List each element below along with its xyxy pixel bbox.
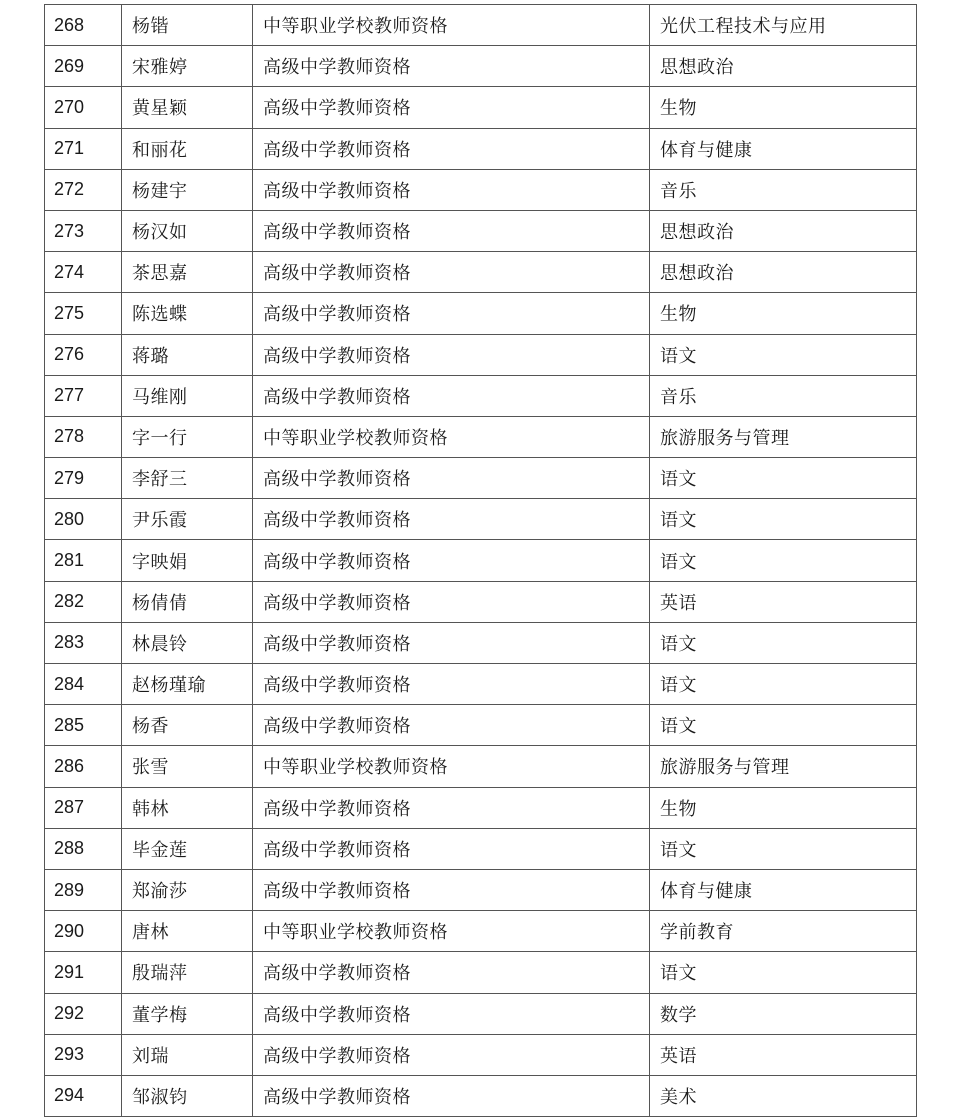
table-row (45, 540, 917, 581)
table-row (45, 375, 917, 416)
teacher-name-cell: 和丽花 (122, 128, 253, 169)
table-row (45, 787, 917, 828)
row-number-cell: 274 (45, 252, 122, 293)
subject-cell: 生物 (650, 293, 917, 334)
roster-table (44, 4, 917, 1117)
table-row (45, 169, 917, 210)
subject-cell: 语文 (650, 664, 917, 705)
qualification-type-cell: 中等职业学校教师资格 (253, 746, 650, 787)
row-number-cell: 283 (45, 622, 122, 663)
qualification-type-cell: 高级中学教师资格 (253, 540, 650, 581)
row-number-cell: 282 (45, 581, 122, 622)
row-number-cell: 273 (45, 210, 122, 251)
subject-cell: 旅游服务与管理 (650, 416, 917, 457)
teacher-name-cell: 李舒三 (122, 458, 253, 499)
table-row (45, 416, 917, 457)
subject-cell: 思想政治 (650, 252, 917, 293)
teacher-name-cell: 董学梅 (122, 993, 253, 1034)
row-number-cell: 271 (45, 128, 122, 169)
row-number-cell: 293 (45, 1034, 122, 1075)
qualification-type-cell: 高级中学教师资格 (253, 664, 650, 705)
teacher-name-cell: 宋雅婷 (122, 46, 253, 87)
teacher-name-cell: 字一行 (122, 416, 253, 457)
subject-cell: 学前教育 (650, 911, 917, 952)
subject-cell: 语文 (650, 499, 917, 540)
qualification-type-cell: 高级中学教师资格 (253, 869, 650, 910)
table-row (45, 828, 917, 869)
table-row (45, 1034, 917, 1075)
row-number-cell: 288 (45, 828, 122, 869)
teacher-name-cell: 林晨铃 (122, 622, 253, 663)
subject-cell: 语文 (650, 705, 917, 746)
table-row (45, 869, 917, 910)
row-number-cell: 269 (45, 46, 122, 87)
teacher-name-cell: 字映娟 (122, 540, 253, 581)
subject-cell: 思想政治 (650, 210, 917, 251)
qualification-type-cell: 高级中学教师资格 (253, 87, 650, 128)
table-row (45, 705, 917, 746)
table-row (45, 664, 917, 705)
subject-cell: 语文 (650, 622, 917, 663)
teacher-name-cell: 郑渝莎 (122, 869, 253, 910)
row-number-cell: 286 (45, 746, 122, 787)
teacher-name-cell: 杨香 (122, 705, 253, 746)
table-row (45, 5, 917, 46)
teacher-name-cell: 张雪 (122, 746, 253, 787)
subject-cell: 语文 (650, 458, 917, 499)
subject-cell: 语文 (650, 828, 917, 869)
table-row (45, 746, 917, 787)
row-number-cell: 277 (45, 375, 122, 416)
table-row (45, 993, 917, 1034)
subject-cell: 语文 (650, 334, 917, 375)
row-number-cell: 294 (45, 1075, 122, 1116)
subject-cell: 美术 (650, 1075, 917, 1116)
table-row (45, 46, 917, 87)
row-number-cell: 285 (45, 705, 122, 746)
table-row (45, 499, 917, 540)
teacher-name-cell: 赵杨瑾瑜 (122, 664, 253, 705)
row-number-cell: 270 (45, 87, 122, 128)
subject-cell: 数学 (650, 993, 917, 1034)
qualification-type-cell: 中等职业学校教师资格 (253, 911, 650, 952)
subject-cell: 体育与健康 (650, 128, 917, 169)
table-row (45, 334, 917, 375)
qualification-type-cell: 高级中学教师资格 (253, 375, 650, 416)
subject-cell: 语文 (650, 540, 917, 581)
qualification-type-cell: 高级中学教师资格 (253, 293, 650, 334)
qualification-type-cell: 高级中学教师资格 (253, 952, 650, 993)
table-row (45, 622, 917, 663)
qualification-type-cell: 高级中学教师资格 (253, 46, 650, 87)
teacher-name-cell: 杨汉如 (122, 210, 253, 251)
qualification-type-cell: 高级中学教师资格 (253, 622, 650, 663)
teacher-name-cell: 唐林 (122, 911, 253, 952)
subject-cell: 音乐 (650, 375, 917, 416)
teacher-name-cell: 杨倩倩 (122, 581, 253, 622)
teacher-name-cell: 杨锴 (122, 5, 253, 46)
roster-table-body (45, 5, 917, 1117)
subject-cell: 英语 (650, 1034, 917, 1075)
row-number-cell: 275 (45, 293, 122, 334)
table-row (45, 1075, 917, 1116)
row-number-cell: 281 (45, 540, 122, 581)
teacher-name-cell: 杨建宇 (122, 169, 253, 210)
table-row (45, 952, 917, 993)
table-row (45, 252, 917, 293)
qualification-type-cell: 高级中学教师资格 (253, 210, 650, 251)
subject-cell: 思想政治 (650, 46, 917, 87)
teacher-name-cell: 马维刚 (122, 375, 253, 416)
qualification-type-cell: 高级中学教师资格 (253, 334, 650, 375)
row-number-cell: 276 (45, 334, 122, 375)
table-row (45, 458, 917, 499)
row-number-cell: 279 (45, 458, 122, 499)
teacher-name-cell: 陈选蝶 (122, 293, 253, 334)
qualification-type-cell: 高级中学教师资格 (253, 787, 650, 828)
teacher-name-cell: 刘瑞 (122, 1034, 253, 1075)
teacher-name-cell: 殷瑞萍 (122, 952, 253, 993)
table-row (45, 911, 917, 952)
qualification-type-cell: 高级中学教师资格 (253, 458, 650, 499)
subject-cell: 体育与健康 (650, 869, 917, 910)
teacher-name-cell: 茶思嘉 (122, 252, 253, 293)
row-number-cell: 280 (45, 499, 122, 540)
qualification-type-cell: 高级中学教师资格 (253, 705, 650, 746)
row-number-cell: 284 (45, 664, 122, 705)
subject-cell: 语文 (650, 952, 917, 993)
qualification-type-cell: 中等职业学校教师资格 (253, 5, 650, 46)
qualification-type-cell: 高级中学教师资格 (253, 169, 650, 210)
table-row (45, 293, 917, 334)
subject-cell: 英语 (650, 581, 917, 622)
teacher-name-cell: 黄星颖 (122, 87, 253, 128)
qualification-type-cell: 高级中学教师资格 (253, 828, 650, 869)
row-number-cell: 278 (45, 416, 122, 457)
qualification-type-cell: 高级中学教师资格 (253, 499, 650, 540)
teacher-name-cell: 蒋璐 (122, 334, 253, 375)
row-number-cell: 287 (45, 787, 122, 828)
row-number-cell: 292 (45, 993, 122, 1034)
row-number-cell: 268 (45, 5, 122, 46)
row-number-cell: 290 (45, 911, 122, 952)
qualification-type-cell: 高级中学教师资格 (253, 993, 650, 1034)
qualification-type-cell: 高级中学教师资格 (253, 581, 650, 622)
qualification-type-cell: 中等职业学校教师资格 (253, 416, 650, 457)
subject-cell: 光伏工程技术与应用 (650, 5, 917, 46)
qualification-type-cell: 高级中学教师资格 (253, 252, 650, 293)
qualification-type-cell: 高级中学教师资格 (253, 128, 650, 169)
teacher-name-cell: 毕金莲 (122, 828, 253, 869)
subject-cell: 生物 (650, 87, 917, 128)
table-row (45, 210, 917, 251)
row-number-cell: 291 (45, 952, 122, 993)
row-number-cell: 272 (45, 169, 122, 210)
table-row (45, 87, 917, 128)
subject-cell: 音乐 (650, 169, 917, 210)
table-row (45, 128, 917, 169)
qualification-type-cell: 高级中学教师资格 (253, 1034, 650, 1075)
subject-cell: 旅游服务与管理 (650, 746, 917, 787)
teacher-name-cell: 尹乐霞 (122, 499, 253, 540)
subject-cell: 生物 (650, 787, 917, 828)
teacher-name-cell: 韩林 (122, 787, 253, 828)
qualification-type-cell: 高级中学教师资格 (253, 1075, 650, 1116)
row-number-cell: 289 (45, 869, 122, 910)
teacher-name-cell: 邹淑钧 (122, 1075, 253, 1116)
table-row (45, 581, 917, 622)
